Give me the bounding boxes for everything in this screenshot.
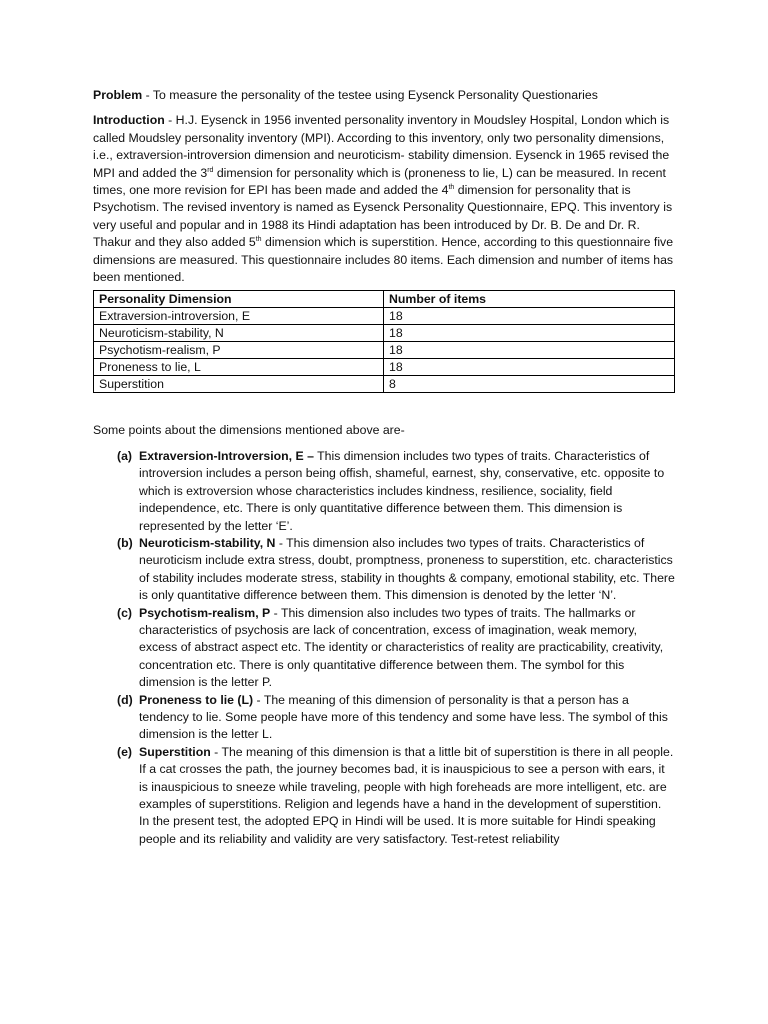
- count-cell: 18: [384, 342, 675, 359]
- header-number-of-items: Number of items: [384, 291, 675, 308]
- list-item: [117, 744, 675, 814]
- table-row: [94, 342, 675, 359]
- table-row: [94, 325, 675, 342]
- list-item-text: [139, 448, 675, 535]
- list-item: [117, 692, 675, 744]
- dimension-points-list: [117, 448, 675, 814]
- list-item: [117, 448, 675, 535]
- point-text: - This dimension also includes two types of traits. The hallmarks or characteristics of psychosis are lack of concentration, excess of imagination, weak memory, excess of abstract aspect etc. The identity or characteristics of reality are practicability, creativity, concentration etc. There is only quantitative difference between them. The symbol for this dimension is the letter P.: [139, 605, 664, 690]
- header-personality-dimension: Personality Dimension: [94, 291, 384, 308]
- point-title: Psychotism-realism, P: [139, 605, 271, 620]
- list-marker: (d): [117, 692, 133, 707]
- dimension-cell: Psychotism-realism, P: [94, 342, 384, 359]
- point-title: Proneness to lie (L): [139, 692, 254, 707]
- list-marker: (c): [117, 605, 133, 620]
- table-row: [94, 359, 675, 376]
- points-intro: Some points about the dimensions mentioned above are-: [93, 423, 405, 438]
- document-page: [93, 87, 675, 848]
- superscript-th-1: th: [448, 184, 455, 192]
- count-cell: 18: [384, 308, 675, 325]
- table-header-row: [94, 291, 675, 308]
- list-item-text: [139, 605, 675, 692]
- table-row: [94, 308, 675, 325]
- introduction-text-4: dimension which is superstition. Hence, according to this questionnaire five dimensions are measured. This questionnaire includes 80 items. Each dimension and number of items has been mentioned.: [93, 235, 674, 285]
- dimension-cell: Proneness to lie, L: [94, 359, 384, 376]
- count-cell: 18: [384, 325, 675, 342]
- count-cell: 18: [384, 359, 675, 376]
- count-cell: 8: [384, 376, 675, 393]
- list-marker: (e): [117, 744, 133, 759]
- point-text: - The meaning of this dimension is that a little bit of superstition is there in all people. If a cat crosses the path, the journey becomes bad, it is inauspicious to see a person with ears, it is inauspicious to sneeze while traveling, people with high foreheads are more intelligent, etc. are examples of superstitions. Religion and legends have a hand in the development of superstition.: [139, 744, 674, 811]
- list-item: [117, 535, 675, 605]
- dimension-cell: Superstition: [94, 376, 384, 393]
- introduction-text-3: dimension for personality that is Psychotism. The revised inventory is named as Eysenck Personality Questionnaire, EPQ. This inventory is very useful and popular and in 1988 its Hindi adaptation has been introduced by Dr. B. De and Dr. R. Thakur and they also added 5: [93, 183, 673, 250]
- list-marker: (b): [117, 535, 133, 550]
- point-text: - This dimension also includes two types of traits. Characteristics of neuroticism include extra stress, doubt, promptness, proneness to superstition, etc. characteristics of stability includes moderate stress, stability in thoughts & company, emotional stability, etc. There is only quantitative difference between them. This dimension is denoted by the letter ‘N’.: [139, 535, 675, 603]
- list-item-text: [139, 744, 675, 814]
- list-marker: (a): [117, 448, 133, 463]
- introduction-label: Introduction: [93, 113, 165, 128]
- superscript-th-2: th: [255, 236, 262, 244]
- closing-paragraph: In the present test, the adopted EPQ in Hindi will be used. It is more suitable for Hindi speaking people and its reliability and validity are very satisfactory. Test-retest reliability: [139, 814, 656, 846]
- dimensions-table: [93, 290, 675, 393]
- list-item: [117, 605, 675, 692]
- point-text: This dimension includes two types of traits. Characteristics of introversion includes a person being offish, shameful, earnest, shy, conservative, etc. opposite to which is extroversion whose characteristics includes kindness, resilience, sociality, field independence, etc. There is only quantitative difference between them. This dimension is represented by the letter ‘E’.: [139, 448, 665, 533]
- point-title: Extraversion-Introversion, E –: [139, 448, 314, 463]
- problem-label: Problem: [93, 88, 143, 102]
- point-title: Superstition: [139, 744, 211, 759]
- problem-statement: [93, 87, 675, 104]
- list-item-text: [139, 535, 675, 605]
- point-text: - The meaning of this dimension of personality is that a person has a tendency to lie. Some people have more of this tendency and some have less. The symbol of this dimension is the letter L.: [139, 692, 668, 742]
- problem-text: - To measure the personality of the testee using Eysenck Personality Questionaries: [142, 88, 598, 102]
- introduction-paragraph: [93, 112, 675, 286]
- dimension-cell: Neuroticism-stability, N: [94, 325, 384, 342]
- dimension-cell: Extraversion-introversion, E: [94, 308, 384, 325]
- point-title: Neuroticism-stability, N: [139, 535, 276, 550]
- table-row: [94, 376, 675, 393]
- superscript-rd: rd: [207, 166, 214, 174]
- introduction-text-2: dimension for personality which is (proneness to lie, L) can be measured. In recent times, one more revision for EPI has been made and added the 4: [93, 165, 666, 198]
- introduction-text-1: - H.J. Eysenck in 1956 invented personality inventory in Moudsley Hospital, London which is called Moudsley personality inventory (MPI). According to this inventory, only two personality dimensions, i.e., extraversion-introversion dimension and neuroticism- stability dimension. Eysenck in 1965 revised the MPI and added the 3: [93, 113, 670, 180]
- list-item-text: [139, 692, 675, 744]
